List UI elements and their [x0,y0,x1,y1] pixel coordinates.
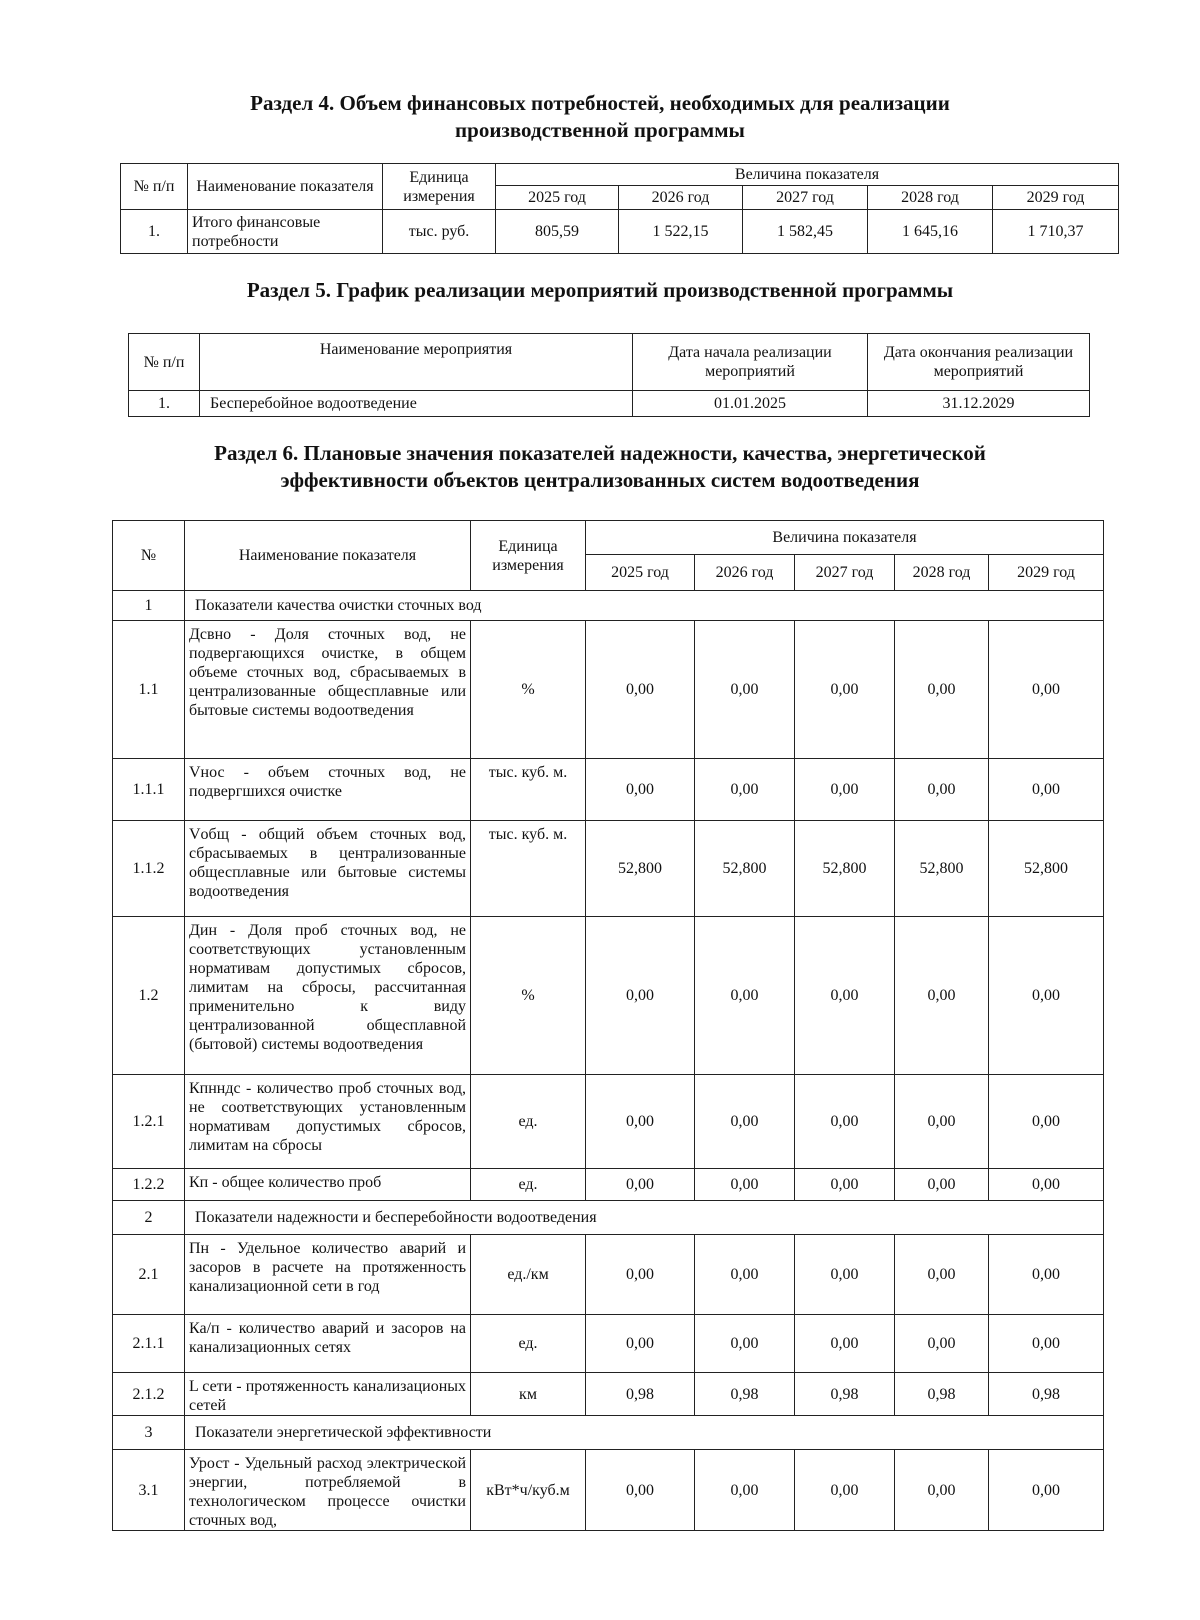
table-row [113,1315,1104,1373]
header-year: 2027 год [743,186,868,210]
row-value: 0,00 [895,1450,989,1531]
row-value: 0,00 [989,621,1104,759]
row-num: 2.1 [113,1235,185,1315]
row-value: 0,00 [989,1235,1104,1315]
row-value: 0,00 [695,1315,795,1373]
header-value: Величина показателя [586,521,1104,555]
row-start: 01.01.2025 [633,391,868,417]
row-value: 0,98 [695,1373,795,1416]
row-num: 1.1.2 [113,821,185,917]
row-name: Итого финансовые потребности [188,210,383,254]
row-value: 0,00 [989,1450,1104,1531]
header-start: Дата начала реализации мероприятий [633,334,868,391]
row-value: 0,00 [695,621,795,759]
row-value: 0,00 [795,917,895,1075]
row-value: 52,800 [695,821,795,917]
row-value: 0,00 [586,917,695,1075]
table-row [113,1235,1104,1315]
row-name: Дин - Доля проб сточных вод, не соответствующих установленным нормативам допустимых сбросов, лимитам на сбросы, рассчитанная применительно к виду централизованной общесплавной (бытовой) системы водоотведения [185,917,471,1075]
row-num: 3 [113,1416,185,1450]
row-value: 0,00 [695,1075,795,1169]
row-value: 1 582,45 [743,210,868,254]
row-num: 2.1.2 [113,1373,185,1416]
table-row [113,1373,1104,1416]
row-unit: тыс. куб. м. [471,821,586,917]
row-value: 0,00 [895,1169,989,1201]
row-value: 0,00 [586,759,695,821]
section-name: Показатели надежности и бесперебойности водоотведения [185,1201,1104,1235]
row-value: 0,98 [795,1373,895,1416]
table-row [113,1450,1104,1531]
section6-title [0,440,1200,494]
row-name: Ка/п - количество аварий и засоров на канализационных сетях [185,1315,471,1373]
row-num: 1.1 [113,621,185,759]
row-value: 0,00 [795,1450,895,1531]
row-value: 0,00 [895,1075,989,1169]
row-value: 0,00 [989,1075,1104,1169]
row-value: 0,00 [586,1315,695,1373]
row-num: 2.1.1 [113,1315,185,1373]
row-value: 0,00 [895,1235,989,1315]
row-value: 0,00 [989,1169,1104,1201]
section4-title-line1: Раздел 4. Объем финансовых потребностей, необходимых для реализации [250,91,950,115]
header-year: 2027 год [795,555,895,591]
row-value: 0,00 [795,1315,895,1373]
section6-title-line1: Раздел 6. Плановые значения показателей надежности, качества, энергетической [214,441,986,465]
row-value: 0,00 [795,1235,895,1315]
header-name: Наименование мероприятия [200,334,633,391]
header-year: 2026 год [695,555,795,591]
table-row [113,821,1104,917]
row-unit: кВт*ч/куб.м [471,1450,586,1531]
row-end: 31.12.2029 [868,391,1090,417]
header-year: 2029 год [993,186,1119,210]
row-value: 0,00 [989,917,1104,1075]
row-value: 52,800 [989,821,1104,917]
row-name: L сети - протяженность канализационых сетей [185,1373,471,1416]
header-end: Дата окончания реализации мероприятий [868,334,1090,391]
header-year: 2028 год [895,555,989,591]
header-year: 2025 год [586,555,695,591]
row-value: 0,00 [895,621,989,759]
header-unit: Единица измерения [383,164,496,210]
row-value: 0,00 [695,759,795,821]
row-num: 1.1.1 [113,759,185,821]
row-value: 805,59 [496,210,619,254]
row-value: 52,800 [895,821,989,917]
row-value: 0,00 [895,1315,989,1373]
row-num: 2 [113,1201,185,1235]
row-name: Кп - общее количество проб [185,1169,471,1201]
section4-title [0,90,1200,144]
section-row [113,1201,1104,1235]
row-unit: % [471,621,586,759]
row-num: 1.2.1 [113,1075,185,1169]
header-year: 2028 год [868,186,993,210]
row-value: 0,00 [586,1075,695,1169]
row-name: Урост - Удельный расход электрической энергии, потребляемой в технологическом процессе очистки сточных вод, [185,1450,471,1531]
row-num: 1. [129,391,200,417]
section-name: Показатели энергетической эффективности [185,1416,1104,1450]
row-value: 0,98 [586,1373,695,1416]
row-value: 0,00 [895,759,989,821]
row-value: 0,00 [586,1169,695,1201]
header-unit: Единица измерения [471,521,586,591]
table-row [113,621,1104,759]
section-row [113,591,1104,621]
row-value: 0,00 [586,1235,695,1315]
row-value: 0,00 [695,1450,795,1531]
financial-needs-table [120,163,1119,254]
table-row [113,917,1104,1075]
row-value: 0,00 [695,917,795,1075]
row-unit: ед. [471,1075,586,1169]
table-row [113,1075,1104,1169]
table-row [113,1169,1104,1201]
row-name: Кпнндс - количество проб сточных вод, не соответствующих установленным нормативам допустимых сбросов, лимитам на сбросы [185,1075,471,1169]
row-value: 0,98 [895,1373,989,1416]
row-unit: ед. [471,1169,586,1201]
row-value: 52,800 [586,821,695,917]
header-year: 2025 год [496,186,619,210]
section6-title-line2: эффективности объектов централизованных систем водоотведения [280,468,920,492]
section-name: Показатели качества очистки сточных вод [185,591,1104,621]
header-name: Наименование показателя [185,521,471,591]
row-name: Дсвно - Доля сточных вод, не подвергающихся очистке, в общем объеме сточных вод, сбрасываемых в централизованные общесплавные или бытовые системы водоотведения [185,621,471,759]
row-value: 0,00 [989,759,1104,821]
row-num: 1.2.2 [113,1169,185,1201]
row-num: 1. [121,210,188,254]
section-row [113,1416,1104,1450]
row-num: 1 [113,591,185,621]
row-value: 52,800 [795,821,895,917]
row-unit: % [471,917,586,1075]
schedule-table [128,333,1090,417]
row-value: 1 645,16 [868,210,993,254]
row-name: Бесперебойное водоотведение [200,391,633,417]
table-row [113,759,1104,821]
row-value: 0,00 [795,759,895,821]
row-num: 1.2 [113,917,185,1075]
section4-title-line2: производственной программы [455,118,745,142]
row-unit: ед./км [471,1235,586,1315]
row-name: Vнос - объем сточных вод, не подвергшихся очистке [185,759,471,821]
row-value: 0,98 [989,1373,1104,1416]
header-num: № п/п [129,334,200,391]
row-value: 0,00 [795,621,895,759]
row-unit: тыс. руб. [383,210,496,254]
header-num: № п/п [121,164,188,210]
header-year: 2029 год [989,555,1104,591]
row-num: 3.1 [113,1450,185,1531]
row-name: Vобщ - общий объем сточных вод, сбрасываемых в централизованные общесплавные или бытовые системы водоотведения [185,821,471,917]
row-value: 1 710,37 [993,210,1119,254]
row-value: 0,00 [795,1169,895,1201]
row-value: 0,00 [586,1450,695,1531]
header-year: 2026 год [619,186,743,210]
row-value: 0,00 [695,1169,795,1201]
row-name: Пн - Удельное количество аварий и засоров в расчете на протяженность канализационной сети в год [185,1235,471,1315]
row-value: 0,00 [895,917,989,1075]
section5-title: Раздел 5. График реализации мероприятий производственной программы [246,278,954,302]
row-value: 0,00 [695,1235,795,1315]
header-num: № [113,521,185,591]
row-value: 0,00 [989,1315,1104,1373]
row-unit: км [471,1373,586,1416]
row-value: 1 522,15 [619,210,743,254]
row-value: 0,00 [795,1075,895,1169]
row-unit: тыс. куб. м. [471,759,586,821]
header-value: Величина показателя [496,164,1119,186]
indicators-table [112,520,1104,1531]
row-unit: ед. [471,1315,586,1373]
header-name: Наименование показателя [188,164,383,210]
row-value: 0,00 [586,621,695,759]
